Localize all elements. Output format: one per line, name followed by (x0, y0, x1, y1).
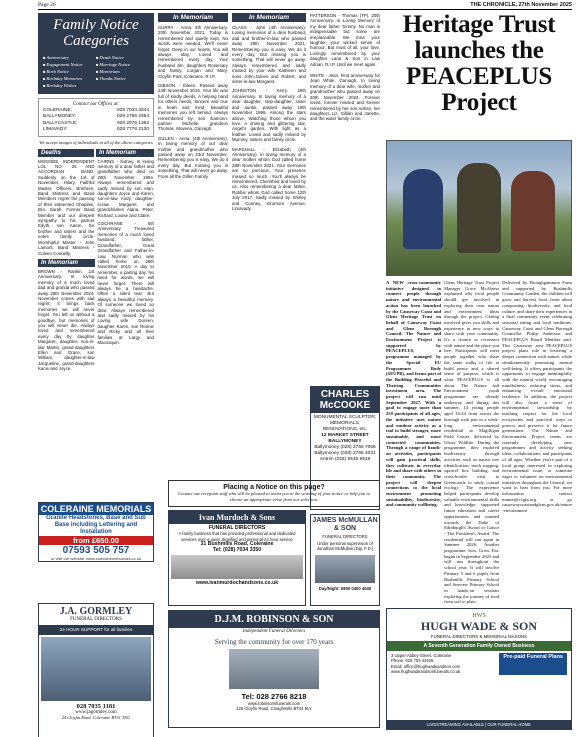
djm-serving: Serving the community for over 170 years (214, 638, 334, 646)
jag-support: 24 HOUR SUPPORT for all families (39, 625, 153, 635)
james-sub: FUNERAL DIRECTORS (322, 534, 368, 539)
jag-address: 24 Cloyfin Road, Coleraine BT51 3NU (61, 715, 131, 720)
hugh-band: A Seventh Generation Family Owned Business (387, 641, 571, 651)
family-notices-column (38, 13, 154, 720)
section-headers (38, 149, 154, 157)
cm-phone: 07593 505 757 (62, 545, 130, 556)
djm-name: D.J.M. ROBINSON & SON (169, 611, 379, 628)
accept-note: We accept images of individuals in all of the above categories (39, 140, 153, 146)
article-column-2: Glens Heritage Trust Project Manager Grace McAleese explained why local people should get involved in exploring their own nature and environment ideas through the project. Getting involved gives you skills and experience in new ways to share with your community. It's a chance to reconnect with nature and the place you live. Participants will meet people together who share the same walks of life to build peace and a shared sense of purpose, which is what PEACEPLUS is all about. The Nature and Environment youth programme are already underway and during this summer, 14 young people aged 16-24 from across the borough took part in a week-long environmental residential at Magilligan Field Centre, delivered by Ulster Wildlife. During the programme, they explored biodiversity through activities such as native tree identification, moth trapping, squirrel box building, and cross-border visit to Greencastle to study coastal ecology. The experience helped participants develop valuable environmental skills and knowledge, supported future education and career opportunities, and counted towards the Duke of Edinburgh's Award or Gaisce - The President's Award. The residential will run again in Summer 2026. Another programme, Sow, Grow, Eat, began in September 2025 and will run throughout the school year. It will involve Primary 5 and 6 pupils from Bushmills Primary School and Seaview Primary School in hands-on sessions exploring the journey of food from soil to plate. (444, 280, 500, 605)
ja-gormley-ad (38, 603, 154, 737)
charles-mccooke-ad (310, 386, 380, 510)
djm-phone: Tel: 028 2766 8218 (241, 692, 307, 701)
col3-header: In Memoriam (232, 13, 306, 22)
james-mcmullan-ad (310, 514, 380, 606)
memoriam-brown: BROWN - Rankin. 1st Anniversary. In loving memory of a much loved dad and granda who passed away 28th November 2024. November comes with sad regret, it brings back memories we will never forget. You left us without a goodbye, but memories of you will never die. Always loved and remembered every day by daughter Margaret, daughter, son-in-law Martin, grand-daughters Ellen and Grace, son William, daughter-in-law Jacqueline, grand-daughters Kacie and Joyce. (38, 268, 95, 372)
memoriam-curry: CURRY - Anna. 4th Anniversary. 20th November 2021. Today is remembered and quietly kept, No words were needed, We'll never forget. Deep in our hearts, You will always stay, Loved and remembered every day. Your husband Jim, daughters Rosemary and family, Lurgan and Mary, Cloyfin Park, Coleraine. R.I.P. (158, 25, 228, 79)
hugh-sub: FUNERAL DIRECTORS & MEMORIAL MASONS (430, 634, 528, 639)
james-desc: Under personal supervision of Jonathan McMullan (Dip. F.D.) (316, 541, 374, 552)
category-item: ■ Marriage Notice (96, 61, 149, 68)
hugh-phone: Phone: 028 703 43426 (391, 658, 434, 664)
jag-phone: 028 7035 1181 (76, 703, 116, 710)
hugh-prepaid: Pre-paid Funeral Plans (499, 653, 567, 675)
heritage-headline: Heritage Trust launches the PEACEPLUS Project (402, 11, 556, 116)
office-phone: 028 7034 3344 (116, 108, 149, 114)
hugh-footer: LIVESTREAMING AVAILABLE | OUR FUNERAL HOME (387, 720, 571, 729)
djm-sub: Independent Funeral Directors (242, 629, 306, 634)
cm-desc: Granite Headstones, Base and Sub Base including Lettering and Installation (46, 515, 146, 535)
office-town: BALLYCASTLE: (43, 120, 78, 126)
hugh-info (387, 653, 571, 675)
in-memoriam-header-2: In Memoriam (38, 259, 95, 267)
ivan-name: Ivan Murdoch & Sons (169, 511, 305, 524)
page-header (38, 0, 572, 10)
category-list (43, 54, 149, 89)
ivan-desc: A family business that has provided professional and dedicated services over a quiet, dignified and personal 24 hour service (178, 531, 296, 542)
hugh-address: 3 Upper Abbey Street, Coleraine (391, 653, 452, 658)
death-notice-mosside: MOSSIDE INDEPENDENT LOL NO. 25 AND ACCORDIAN BAND. Suddenly on the 1st of November, Hilary. Faithful Master, Officers, Brethren, Band Mistress and Band Members regret the passing of their esteemed Chaplain, Bro. Sarah. Former Band Member and our deepest sympathy to his partner Edyth, son Aaron, his brother and sisters and the entire family circle. Worshipful Master - John Lamont. Band Mistress - Coleen Connelly. (38, 158, 95, 256)
hugh-wade-ad (386, 608, 572, 730)
hugh-logo: HWS (472, 613, 486, 619)
memoriam-gibson: GIBSON - Eileen. Passed away 24th November 2016. Your life was full of kindly deeds, A helping hand for others needs, Sincere and true in heart and mind, Beautiful memories you left behind. Always remembered by son Eamonn, partner Michelle, grandson Thomas. Moveria, Garvagh. (158, 83, 228, 132)
hugh-name: HUGH WADE & SON (420, 619, 538, 633)
office-phone: 028 7776 2130 (116, 126, 149, 132)
hugh-email: Email: office@hughwadeandson.com (391, 663, 461, 669)
jag-sub: FUNERAL DIRECTORS (70, 617, 122, 622)
memoriam-gillen: GILLEN - Anna. (4th Anniversary). In loving memory of our dear mother and grandmother who passed away on 23rd November. Remembering you is easy, We do it every day, But missing you is something, That will never go away. From all the Gillen Family. (158, 135, 228, 179)
photo-person-1 (403, 169, 443, 249)
office-list (43, 108, 149, 133)
category-item: ■ Memoriam (96, 68, 149, 75)
memoriam-johnston: JOHNSTON - Kerry. 26th Anniversary. In loving memory of a dear daughter, step-daughter, sister and auntie, passed away 19th November 1999. Among the stars above, Watching those whom you love. A shining and glittering star, Angel's garden. With light as a feather. Loved and sadly missed by Mummy, sisters and family circle. (232, 88, 306, 143)
category-item: ■ Anniversary (43, 54, 96, 61)
hugh-web: www.hughwadeandsonfunerals.co.uk (391, 669, 461, 675)
memoriam-cairns: CAIRNS - Sidney. In loving memory of a dear father and grandfather who died on 28th November 1994. Always remembered and sadly missed by son Alan, daughters Joyce and Karen, son-in-law Andy, daughter-in-law Margaret and grandchildren Alana, Peter, Richard, Louise and Claire. (97, 158, 154, 218)
charles-phone-3: Antrim (028) 9446 9918 (319, 457, 371, 462)
category-item: ■ Birthday Memories (43, 75, 96, 82)
cm-web: or visit our website: www.colerainememorials.co.uk (50, 556, 142, 561)
jag-name: J.A. GORMLEY (59, 606, 133, 617)
james-name: JAMES McMULLAN & SON (312, 517, 378, 532)
memoriam-patterson: PATTERSON - Thomas (TP). 20th Anniversary. In Loving Memory of my dear father Tommy. No man is indispensable but some are irreplaceable. We miss your laughter, your wicked sense of humour, But most of all, your love. Lovingly remembered by your daughter Lana & Son in Law Adrian. R.I.P. Until we meet again. (310, 13, 380, 67)
ivan-murdoch-ad (168, 510, 306, 606)
deaths-memoriam-columns (38, 159, 154, 372)
djm-robinson-ad (168, 610, 380, 728)
charles-address: 12 MARKET STREET BALLYMONEY (321, 433, 369, 444)
contact-offices-box (38, 98, 154, 137)
paper-date: THE CHRONICLE, 27th November 2025 (470, 1, 572, 8)
ivan-sub: FUNERAL DIRECTORS (208, 525, 266, 531)
office-town: COLERAINE: (43, 108, 73, 114)
office-row (43, 127, 149, 133)
deaths-header: Deaths (38, 149, 94, 157)
cm-title: COLERAINE MEMORIALS (40, 504, 152, 514)
placing-body: Contact our reception staff who will be pleased to assist you in the wording of your notice or help you to choose an appropriate verse from our selection. (177, 491, 371, 502)
category-item: ■ Birthday Wishes (43, 82, 96, 89)
office-town: LIMAVADY: (43, 126, 68, 132)
ivan-body (169, 524, 305, 588)
family-notice-title: Family Notice Categories (53, 17, 139, 49)
memoriam-white: WHITE - Jean. First anniversary for Jean White, Garvagh. In loving memory of a dear wife, mother and grandmother who passed away on 30th November 2024. Forever loved, forever missed and forever remembered by her son Adrian, her daughters Liz, Gillian and Janette, and the wider family circle. (310, 73, 380, 122)
memoriam-marshall: MARSHALL - Elizabeth (4th Anniversary). In loving memory of a dear mother whom God called home 28th November 2021. Your memories are so precious, Your presence missed so much. You'll always be remembered, Cherished and loved by us. Also remembering a dear father, Robbie whom God called home 12th July 2017. Sadly missed by Shirley and Cunney, Dromore Avenue, Limavady. (232, 146, 306, 211)
category-item: ■ Birth Notice (43, 68, 96, 75)
family-notice-categories-box (38, 13, 154, 94)
ivan-tel: Tel: (028) 7034 3350 (212, 546, 262, 553)
memoriam-column-2 (158, 13, 228, 179)
jag-photo (41, 637, 151, 701)
photo-person-3 (511, 171, 555, 251)
heritage-article-body (386, 280, 572, 605)
james-tel: Day/Night: 0800 0400 4040 (318, 585, 372, 591)
james-photo (315, 555, 375, 583)
memoriam-glass: GLASS - John (4th Anniversary). Loving memories of a dear husband, dad and brother-in-law who passed away 28th November 2021. Remembering you is easy, We do it every day, But missing you is something, That will never go away. Always remembered and sadly missed by your wife Kathleen and sons John-James and Robert, and sister-in-law Margaret. (232, 25, 306, 85)
charles-phone-1: Ballymoney (028) 2766 7066 (314, 445, 376, 450)
jag-web: www.jagormley.com (75, 710, 117, 715)
djm-address: 126 Cloyfin Road, Cloughmills BT44 9LY (236, 706, 312, 711)
djm-photo (229, 649, 319, 689)
charles-desc: MONUMENTAL SCULPTOR, MEMORIALS, RENOVATIONS, etc. (313, 415, 377, 432)
article-column-1: A NEW cross-community initiative designed to connect people through nature and environmental action has been launched by the Causeway Coast and Glens Heritage Trust on behalf of Causeway Coast and Glens Borough Council. The Nature and Environment Project is supported by PEACEPLUS, a programme managed by the Special EU Programmes Body (SEUPB), and forms part of the Building Peaceful and Thriving Communities investment area. The project will run until September 2027. With a goal to engage more than 250 participants of all ages, the initiative uses nature and outdoor activity as a tool to build stronger, more sustainable, and more connected communities. Through a range of hands-on activities, participants will gain practical skills, they cultivate in everyday life and share with others in their community. The project will deepen connections to the local environment promoting sustainability, biodiversity, and community wellbeing. (386, 280, 442, 508)
memoriam-column-4 (310, 13, 380, 122)
office-town: BALLYMONEY: (43, 114, 77, 120)
djm-web: www.robinsonsfunerals.com (247, 701, 301, 706)
article-column-3: Delivered by Broughgammon Farm and supported by Bushmills Community Garden, the children will grow and harvest food, learn about composting, biodiversity, and food culture, and share their experiences in a final community event celebrating seasonal eating and local traditions. Causeway Coast and Glens Borough Councillor Philip Anderson and PEACEPLUS Board Member said: This Causeway area PEACEPLUS project plans role in fostering a deeper connection with nature, while simultaneously promoting mental well-being. It offers participants the opportunity to engage meaningfully with the natural world, encouraging mindfulness, reducing stress, and enhancing overall emotional resilience. In addition, the project will also foster a sense of environmental stewardship by teaching respect for the local ecosystems and practical ways to protect and preserve it for future generations. The Nature and Environment Project teams are currently developing new programmes and activity seeking ideas, collaborations, and participants of all ages. Whether you're part of a local group interested in exploring environmental issue, or someone eager to volunteer on environmental initiatives throughout the Council, we want to hear from you. For more information contact manon@ccght.org or go causewaycoastandglens.gov.uk/nature -environment (502, 280, 573, 514)
charles-name: CHARLES McCOOKE (311, 387, 379, 413)
page-number: Page 26 (38, 1, 56, 8)
article-photo (386, 140, 572, 276)
office-phone: 028 2076 1362 (116, 120, 149, 126)
category-item: ■ Death Notice (96, 54, 149, 61)
ivan-address: 31 Bushmills Road, Coleraine (200, 541, 274, 548)
col2-header: In Memoriam (158, 13, 228, 22)
category-item: ■ Thanks Notice (96, 75, 149, 82)
photo-person-2 (457, 163, 501, 253)
in-memoriam-header: In Memoriam (96, 149, 154, 157)
contact-title: Contact our Offices at: (72, 102, 120, 107)
memoriam-column-3 (232, 13, 306, 211)
office-phone: 028 2766 2354 (116, 114, 149, 120)
charles-body (311, 413, 379, 465)
placing-title: Placing a Notice on this page? (223, 484, 325, 491)
ivan-web: www.ivanmurdochandsons.co.uk (195, 580, 279, 587)
cm-price: from £650.00 (39, 536, 153, 545)
memoriam-cochrane: COCHRANE - 6th Anniversary. Treasured memories of a much loved husband, father, Grandfather, Great Grandfather and Father-in-Law, Norman who was called home on 28th November 2019. A day to remember, a parting day. No need for words, we will never forget. There will always be a heartache. Often a silent tear. But always a beautiful memory. Of someone we loved so dear. Always remembered and sadly missed by his Loving wife Doreen, daughter Karen, son Ronnie and Ricky and all their families at Largy and Macosquin. (97, 221, 154, 346)
coleraine-memorials-ad (38, 502, 154, 562)
category-item: ■ Engagement Notice (43, 61, 96, 68)
ivan-photo (171, 555, 303, 579)
charles-phone-2: Ballymoney (028) 2766 4031 (314, 451, 376, 456)
